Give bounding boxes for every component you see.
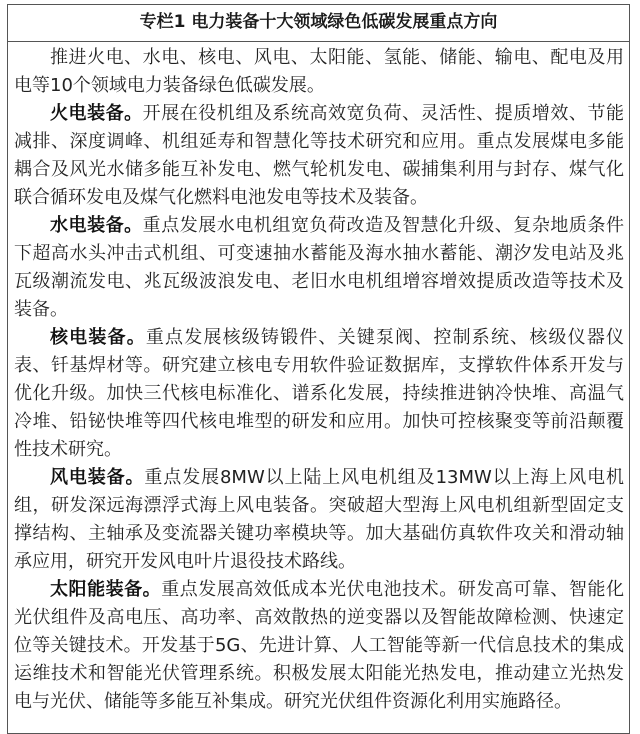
feature-box bbox=[7, 4, 630, 734]
section-thermal-power bbox=[14, 100, 624, 212]
section-heading: 太阳能装备。 bbox=[50, 579, 162, 600]
section-text: 重点发展高效低成本光伏电池技术。研发高可靠、智能化光伏组件及高电压、高功率、高效散热的逆变器以及智能故障检测、快速定位等关键技术。开发基于5G、先进计算、人工智能等新一代信息技术的集成运维技术和智能光伏管理系统。积极发展太阳能光热发电，推动建立光热发电与光伏、储能等多能互补集成。研究光伏组件资源化利用实施路径。 bbox=[14, 579, 625, 712]
section-wind-power bbox=[14, 464, 624, 576]
section-text: 重点发展8MW以上陆上风电机组及13MW以上海上风电机组，研发深远海漂浮式海上风电装备。突破超大型海上风电机组新型固定支撑结构、主轴承及变流器关键功率模块等。加大基础仿真软件攻关和滑动轴承应用，研究开发风电叶片退役技术路线。 bbox=[14, 467, 624, 572]
section-heading: 核电装备。 bbox=[50, 327, 146, 348]
section-solar-power bbox=[14, 576, 624, 716]
intro-paragraph: 推进火电、水电、核电、风电、太阳能、氢能、储能、输电、配电及用电等10个领域电力装备绿色低碳发展。 bbox=[14, 47, 624, 96]
section-nuclear-power bbox=[14, 324, 624, 464]
box-title: 专栏1 电力装备十大领域绿色低碳发展重点方向 bbox=[8, 5, 629, 42]
section-text: 重点发展水电机组宽负荷改造及智慧化升级、复杂地质条件下超高水头冲击式机组、可变速抽水蓄能及海水抽水蓄能、潮汐发电站及兆瓦级潮流发电、兆瓦级波浪发电、老旧水电机组增容增效提质改造等技术及装备。 bbox=[14, 215, 625, 320]
section-heading: 水电装备。 bbox=[50, 215, 143, 236]
section-hydropower bbox=[14, 212, 624, 324]
section-heading: 火电装备。 bbox=[50, 103, 143, 124]
box-content bbox=[8, 42, 629, 716]
section-text: 开展在役机组及系统高效宽负荷、灵活性、提质增效、节能减排、深度调峰、机组延寿和智慧化等技术研究和应用。重点发展煤电多能耦合及风光水储多能互补发电、燃气轮机发电、碳捕集利用与封存、煤气化联合循环发电及煤气化燃料电池发电等技术及装备。 bbox=[14, 103, 625, 208]
section-text: 重点发展核级铸锻件、关键泵阀、控制系统、核级仪器仪表、钎基焊材等。研究建立核电专用软件验证数据库，支撑软件体系开发与优化升级。加快三代核电标准化、谱系化发展，持续推进钠冷快堆、高温气冷堆、铅铋快堆等四代核电堆型的研发和应用。加快可控核聚变等前沿颠覆性技术研究。 bbox=[14, 327, 625, 460]
section-heading: 风电装备。 bbox=[50, 467, 145, 488]
